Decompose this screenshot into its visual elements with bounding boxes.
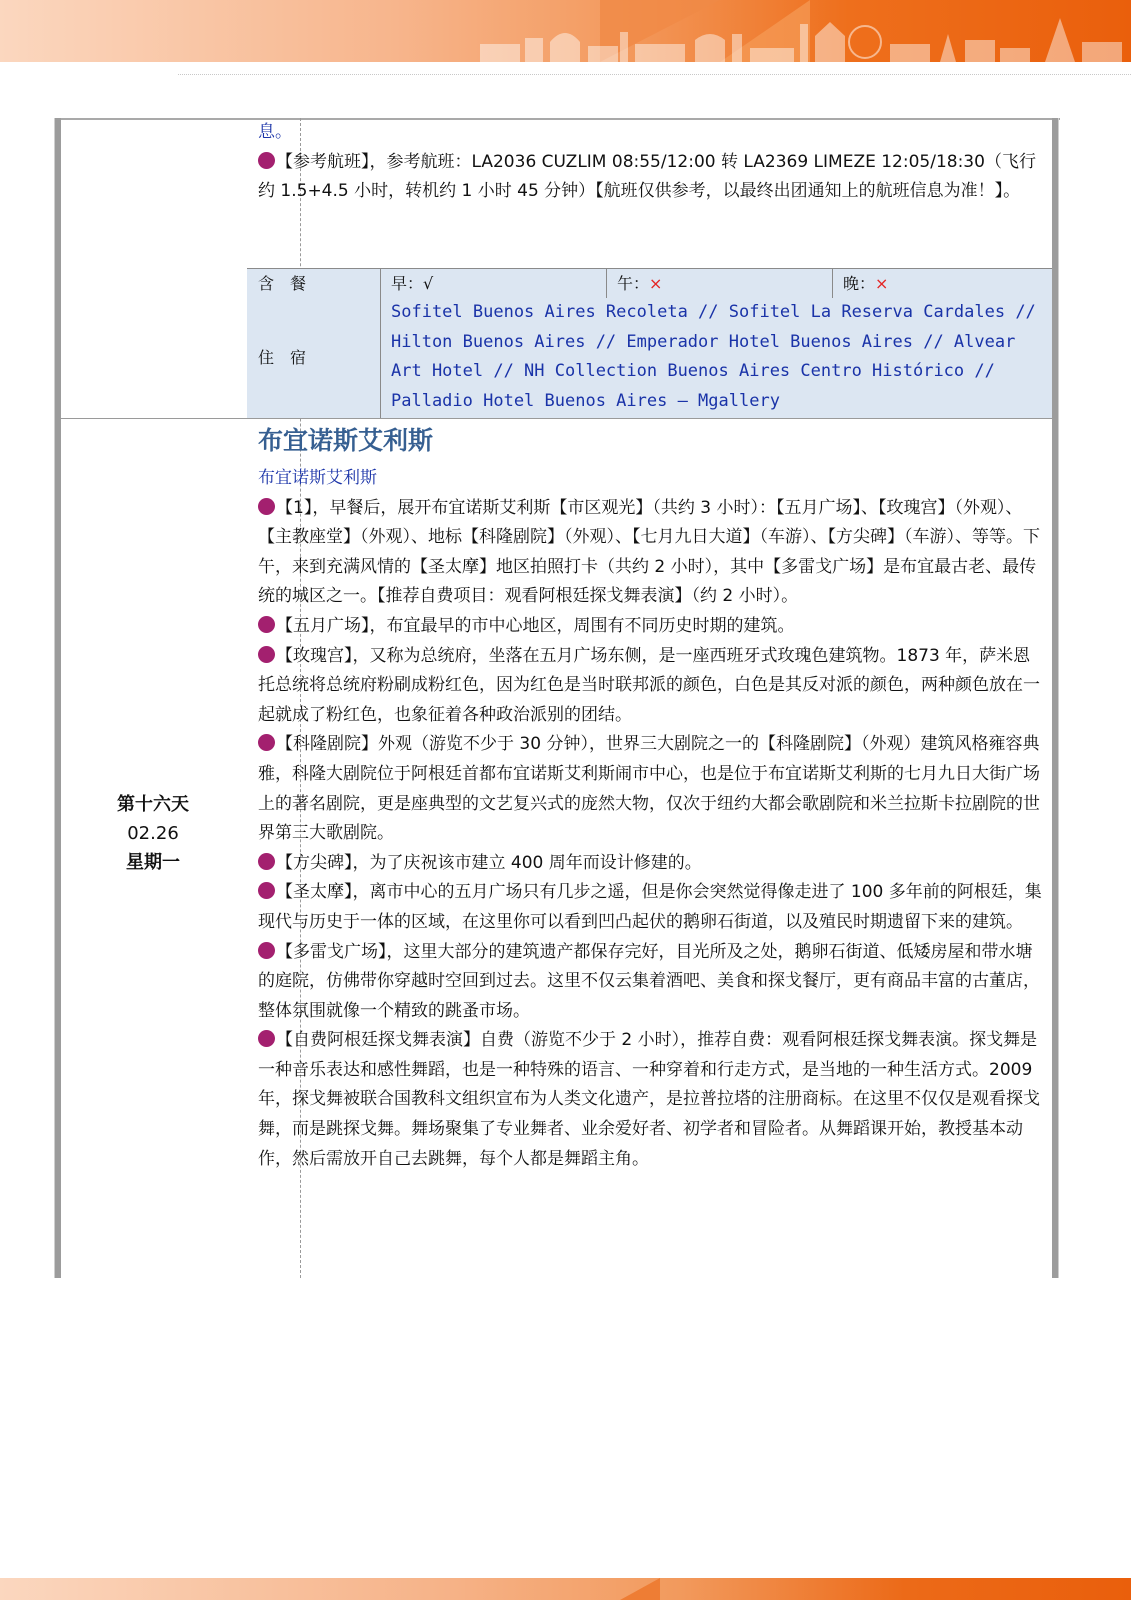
lunch-cell — [607, 269, 833, 298]
lunch-label: 午： — [617, 274, 650, 293]
day-date: 02.26 — [127, 823, 179, 844]
itinerary-paragraph — [258, 612, 1044, 642]
itinerary-paragraph — [258, 642, 1044, 731]
flight-text: 【参考航班】，参考航班：LA2036 CUZLIM 08:55/12:00 转 LA2369 LIMEZE 12:05/18:30（飞行约 1.5+4.5 小时，转机约 1 小时 45 分钟）【航班仅供参考，以最终出团通知上的航班信息为准！】。 — [258, 151, 1036, 202]
lunch-value: × — [649, 274, 663, 293]
itinerary-paragraph — [258, 1026, 1044, 1174]
itinerary-paragraph — [258, 878, 1044, 937]
breakfast-value: √ — [423, 274, 434, 293]
bullet-icon — [258, 1030, 275, 1047]
bullet-icon — [258, 734, 275, 751]
footer-shard — [620, 1578, 660, 1600]
bullet-icon — [258, 616, 275, 633]
itinerary-paragraph — [258, 849, 1044, 879]
hotel-row — [247, 298, 1052, 419]
table-left-border — [54, 118, 61, 1278]
meals-row — [247, 268, 1052, 299]
bullet-icon — [258, 152, 275, 169]
itinerary-paragraph — [258, 730, 1044, 848]
city-subtitle: 布宜诺斯艾利斯 — [258, 468, 377, 488]
day-content — [258, 424, 1044, 1174]
paragraph-text: 【多雷戈广场】，这里大部分的建筑遗产都保存完好，目光所及之处，鹅卵石街道、低矮房屋和带水塘的庭院，仿佛带你穿越时空回到过去。这里不仅云集着酒吧、美食和探戈餐厅，更有商品丰富的古董店，整体氛围就像一个精致的跳蚤市场。 — [258, 941, 1040, 1021]
paragraph-text: 【自费阿根廷探戈舞表演】自费（游览不少于 2 小时），推荐自费：观看阿根廷探戈舞表演。探戈舞是一种音乐表达和感性舞蹈，也是一种特殊的语言、一种穿着和行走方式，是当地的一种生活方式。2009 年，探戈舞被联合国教科文组织宣布为人类文化遗产，是拉普拉塔的注册商标。在这里不仅仅是观看探戈舞，而是跳探戈舞。舞场聚集了专业舞者、业余爱好者、初学者和冒险者。从舞蹈课开始，教授基本动作，然后需放开自己去跳舞，每个人都是舞蹈主角。 — [258, 1030, 1040, 1169]
day-weekday: 星期一 — [126, 852, 180, 873]
table-right-border — [1052, 118, 1059, 1278]
paragraph-text: 【1】，早餐后，展开布宜诺斯艾利斯【市区观光】（共约 3 小时）：【五月广场】、【玫瑰宫】（外观）、【主教座堂】（外观）、地标【科隆剧院】（外观）、【七月九日大道】（车游）、【方尖碑】（车游）、等等。下午，来到充满风情的【圣太摩】地区拍照打卡（共约 2 小时），其中【多雷戈广场】是布宜最古老、最传统的城区之一。【推荐自费项目：观看阿根廷探戈舞表演】（约 2 小时）。 — [258, 497, 1040, 607]
flight-paragraph — [258, 148, 1044, 207]
day-label — [60, 790, 246, 877]
bullet-icon — [258, 498, 275, 515]
dinner-cell — [833, 269, 1052, 298]
city-skyline-graphic — [470, 14, 1131, 62]
header-banner — [0, 0, 1131, 62]
paragraph-text: 【圣太摩】，离市中心的五月广场只有几步之遥，但是你会突然觉得像走进了 100 多年前的阿根廷，集现代与历史于一体的区域，在这里你可以看到凹凸起伏的鹅卵石街道，以及殖民时期遗留下来的建筑。 — [258, 882, 1042, 932]
bullet-icon — [258, 942, 275, 959]
city-title: 布宜诺斯艾利斯 — [258, 426, 434, 455]
header-dotted-rule — [178, 74, 1131, 75]
footer-band — [0, 1578, 1131, 1600]
continued-text: 息。 — [258, 122, 292, 142]
meals-label: 含 餐 — [247, 269, 381, 298]
hotel-options: Sofitel Buenos Aires Recoleta // Sofitel La Reserva Cardales // Hilton Buenos Aires // Emperador Hotel Buenos Aires // Alvear Art Hotel // NH Collection Buenos Aires Centro Histórico // Palladio Hotel Buenos Aires – Mgallery — [391, 302, 1036, 411]
day-number: 第十六天 — [117, 794, 189, 815]
itinerary-table — [54, 118, 1060, 1278]
bullet-icon — [258, 646, 275, 663]
dinner-label: 晚： — [843, 274, 876, 293]
dinner-value: × — [875, 274, 889, 293]
hotel-label: 住 宿 — [247, 298, 381, 418]
paragraph-text: 【科隆剧院】外观（游览不少于 30 分钟），世界三大剧院之一的【科隆剧院】（外观）建筑风格雍容典雅，科隆大剧院位于阿根廷首都布宜诺斯艾利斯闹市中心，也是位于布宜诺斯艾利斯的七月九日大街广场上的著名剧院，更是座典型的文艺复兴式的庞然大物，仅次于纽约大都会歌剧院和米兰拉斯卡拉剧院的世界第三大歌剧院。 — [258, 734, 1040, 844]
flight-info — [258, 118, 1044, 207]
bullet-icon — [258, 882, 275, 899]
paragraph-text: 【五月广场】，布宜最早的市中心地区，周围有不同历史时期的建筑。 — [276, 615, 795, 636]
paragraph-text: 【玫瑰宫】，又称为总统府，坐落在五月广场东侧，是一座西班牙式玫瑰色建筑物。1873 年，萨米恩托总统将总统府粉刷成粉红色，因为红色是当时联邦派的颜色，白色是其反对派的颜色，两种颜色放在一起就成了粉红色，也象征着各种政治派别的团结。 — [258, 645, 1040, 725]
itinerary-paragraph — [258, 938, 1044, 1027]
row-divider — [60, 418, 1052, 419]
itinerary-paragraph — [258, 494, 1044, 612]
bullet-icon — [258, 853, 275, 870]
breakfast-label: 早： — [391, 274, 424, 293]
breakfast-cell — [381, 269, 607, 298]
paragraph-text: 【方尖碑】，为了庆祝该市建立 400 周年而设计修建的。 — [276, 852, 702, 873]
